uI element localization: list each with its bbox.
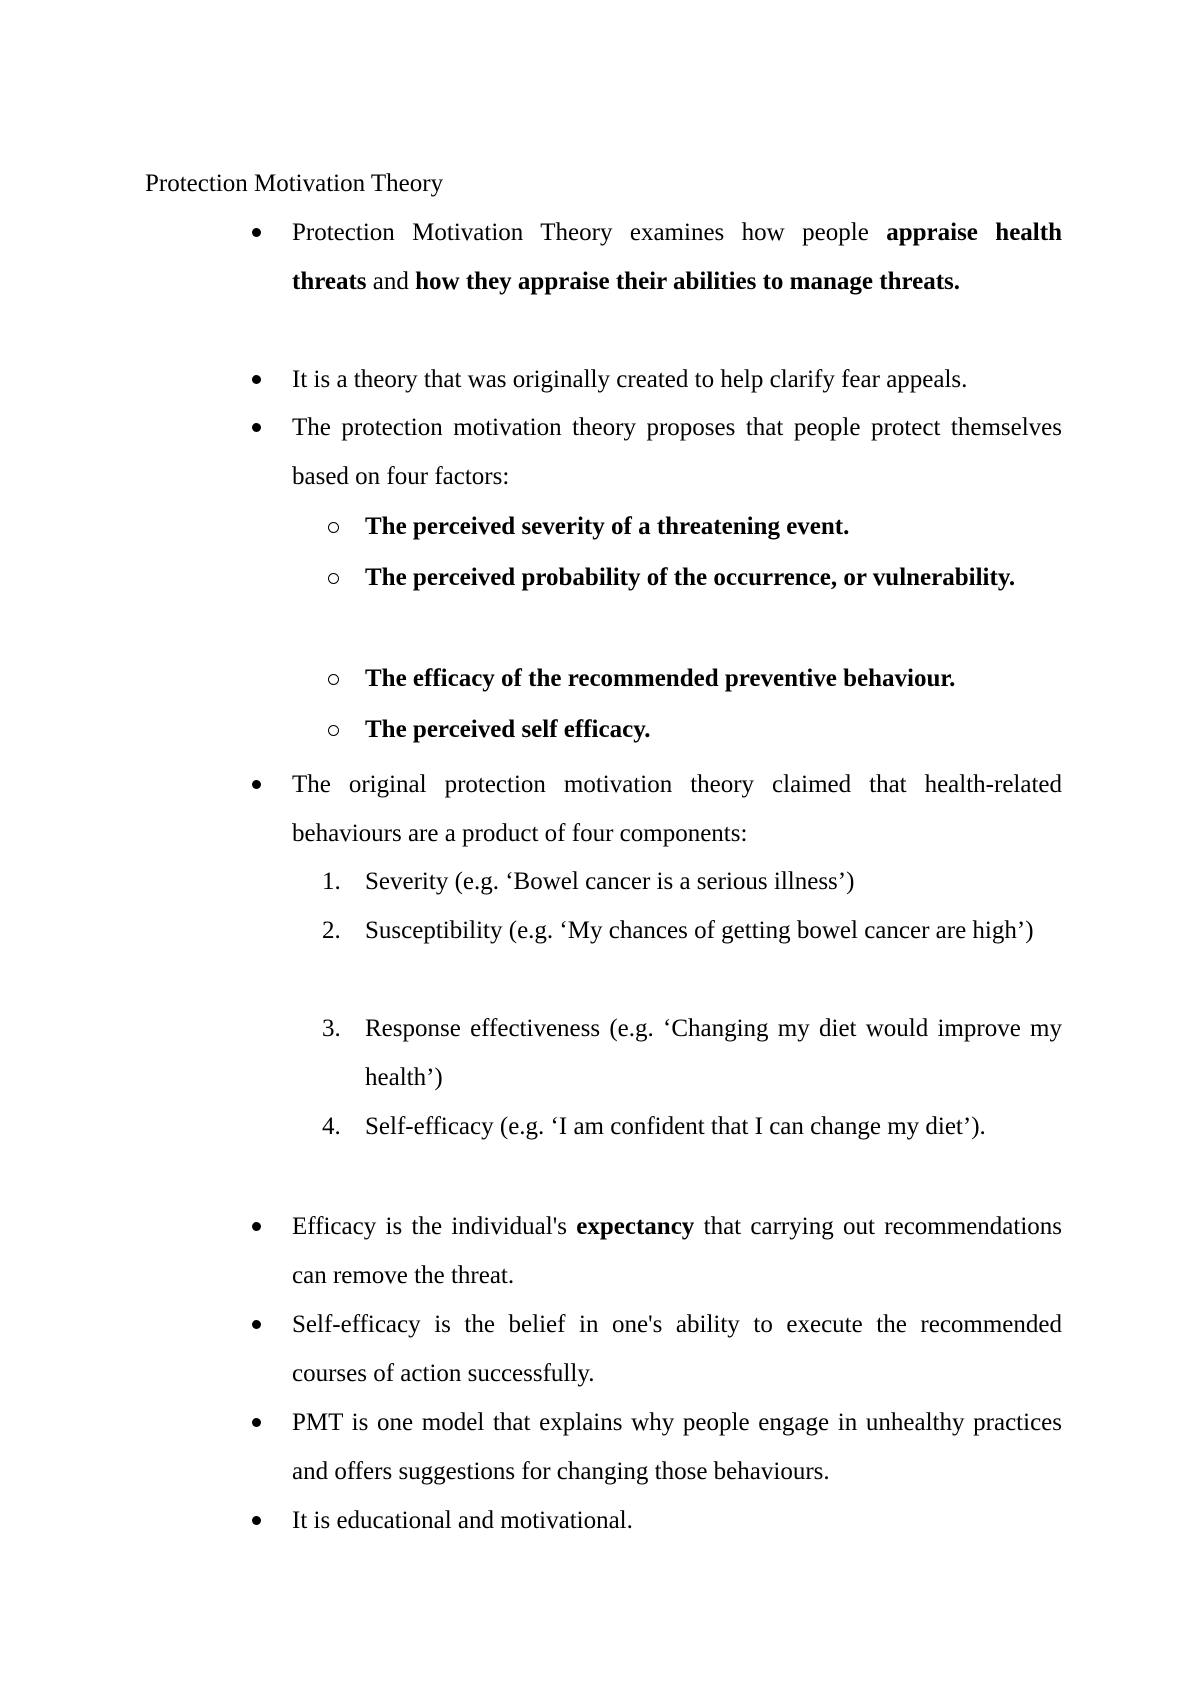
text-run: PMT is one model that explains why people engage in unhealthy practices and offers suggestions for changing those behaviours. xyxy=(292,1409,1062,1485)
text-run: that carrying out recommendations can remove the threat. xyxy=(292,1213,1062,1289)
sub-bullet-marker xyxy=(328,725,339,736)
text-run: and xyxy=(366,268,416,295)
bullet-marker xyxy=(252,228,261,237)
bold-text: The perceived severity of a threatening event. xyxy=(365,513,850,540)
text-run: Severity (e.g. ‘Bowel cancer is a serious illness’) xyxy=(365,868,855,895)
text-run: Response effectiveness (e.g. ‘Changing my diet would improve my health’) xyxy=(365,1015,1062,1091)
bold-text: appraise health threats xyxy=(292,219,1062,295)
numbered-list-item xyxy=(365,857,1062,906)
bullet-marker xyxy=(252,1222,261,1231)
bold-text: how they appraise their abilities to manage threats. xyxy=(415,268,961,295)
page-title: Protection Motivation Theory xyxy=(145,170,444,197)
text-run: It is educational and motivational. xyxy=(292,1507,633,1534)
bold-text: The perceived self efficacy. xyxy=(365,716,651,743)
text-run: Self-efficacy is the belief in one's ability to execute the recommended courses of action successfully. xyxy=(292,1311,1062,1387)
list-item xyxy=(292,403,1062,501)
bold-text: expectancy xyxy=(576,1213,695,1240)
bold-text: The perceived probability of the occurrence, or vulnerability. xyxy=(365,564,1016,591)
text-run: The original protection motivation theory claimed that health-related behaviours are a product of four components: xyxy=(292,771,1062,847)
list-item xyxy=(292,1300,1062,1398)
list-number: 2. xyxy=(322,917,341,944)
text-run: It is a theory that was originally created to help clarify fear appeals. xyxy=(292,366,968,393)
list-number: 3. xyxy=(322,1015,341,1042)
text-run: Protection Motivation Theory examines how people xyxy=(292,219,887,246)
numbered-list-item xyxy=(365,1004,1062,1102)
list-item xyxy=(292,760,1062,858)
bullet-marker xyxy=(252,780,261,789)
list-item xyxy=(292,355,1062,404)
sub-bullet-marker xyxy=(328,522,339,533)
sub-list-item xyxy=(365,553,1062,602)
list-item xyxy=(292,208,1062,306)
list-number: 4. xyxy=(322,1113,341,1140)
bullet-marker xyxy=(252,375,261,384)
list-number: 1. xyxy=(322,868,341,895)
numbered-list-item xyxy=(365,906,1062,955)
text-run: The protection motivation theory proposes that people protect themselves based on four factors: xyxy=(292,414,1062,490)
bullet-marker xyxy=(252,1516,261,1525)
sub-bullet-marker xyxy=(328,674,339,685)
bold-text: The efficacy of the recommended preventive behaviour. xyxy=(365,665,956,692)
numbered-list-item xyxy=(365,1102,1062,1151)
sub-list-item xyxy=(365,502,1062,551)
bullet-marker xyxy=(252,1418,261,1427)
sub-list-item xyxy=(365,705,1062,754)
bullet-marker xyxy=(252,1320,261,1329)
text-run: Efficacy is the individual's xyxy=(292,1213,577,1240)
sub-bullet-marker xyxy=(328,573,339,584)
list-item xyxy=(292,1398,1062,1496)
list-item xyxy=(292,1202,1062,1300)
bullet-marker xyxy=(252,423,261,432)
text-run: Self-efficacy (e.g. ‘I am confident that I can change my diet’). xyxy=(365,1113,986,1140)
text-run: Susceptibility (e.g. ‘My chances of getting bowel cancer are high’) xyxy=(365,917,1034,944)
sub-list-item xyxy=(365,654,1062,703)
list-item xyxy=(292,1496,1062,1545)
